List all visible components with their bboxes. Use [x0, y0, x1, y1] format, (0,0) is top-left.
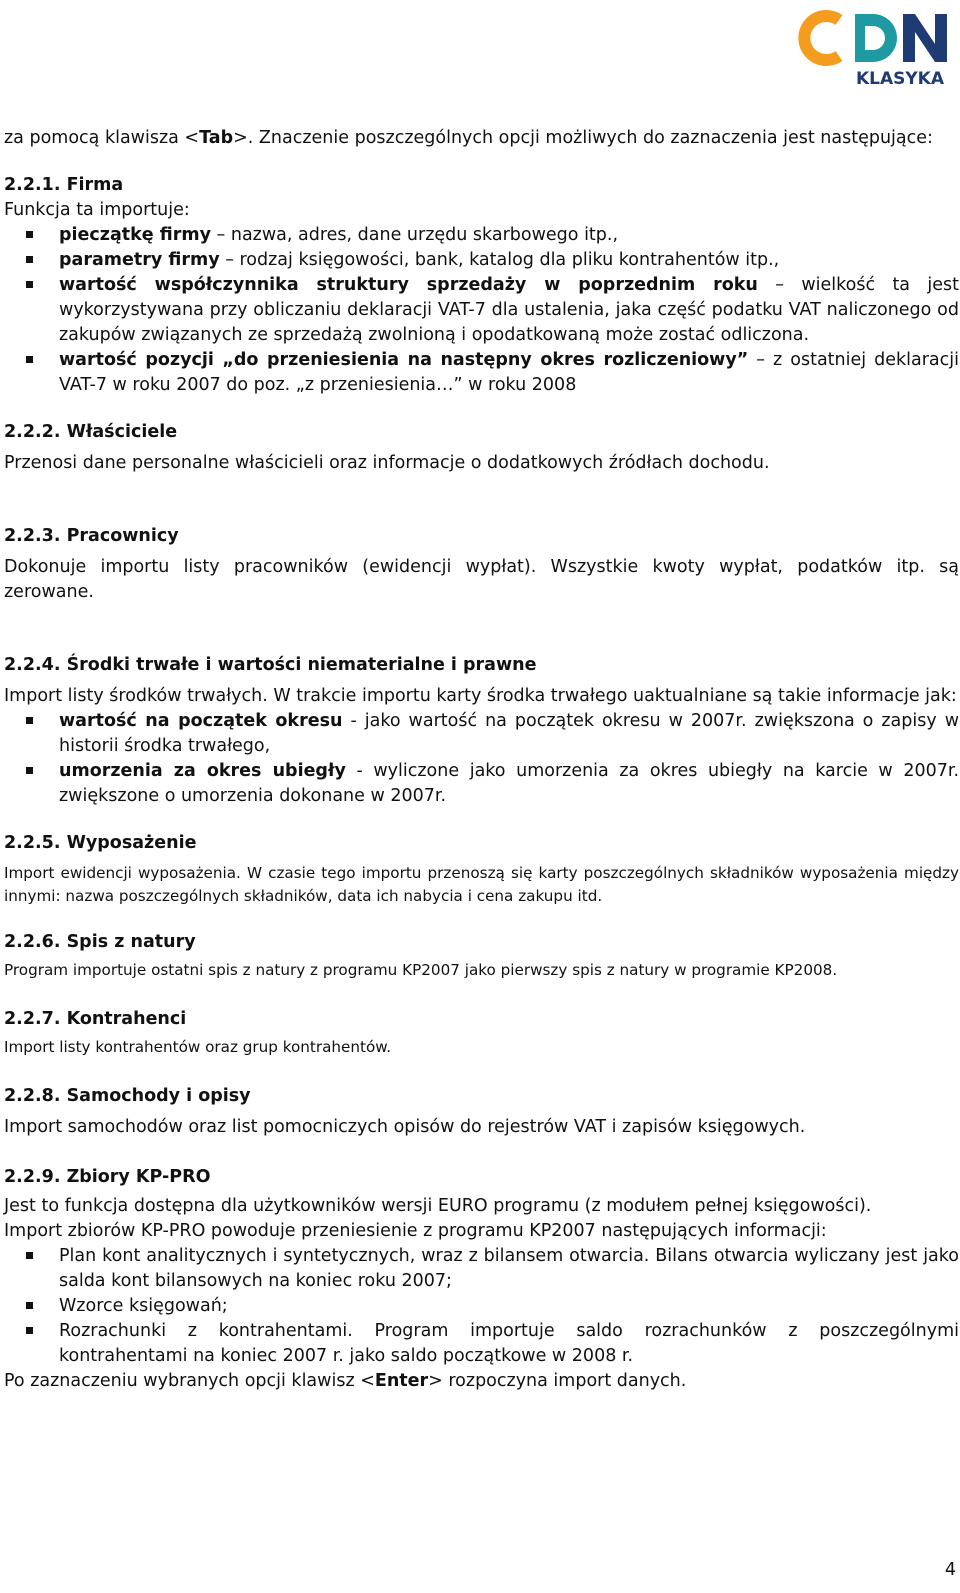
kp-pro-list	[4, 1244, 959, 1369]
cdn-klasyka-logo	[795, 6, 955, 90]
srodki-list	[4, 709, 959, 809]
section-lead: Funkcja ta importuje:	[4, 200, 190, 220]
list-item: umorzenia za okres ubiegły - wyliczone jako umorzenia za okres ubiegły na karcie w 2007r. zwiększone o umorzenia dokonane w 2007r.	[4, 759, 959, 809]
list-item: wartość pozycji „do przeniesienia na następny okres rozliczeniowy” – z ostatniej deklaracji VAT-7 w roku 2007 do poz. „z przeniesienia…” w roku 2008	[4, 348, 959, 398]
list-item: wartość współczynnika struktury sprzedaży w poprzednim roku – wielkość ta jest wykorzystywana przy obliczaniu deklaracji VAT-7 dla ustalenia, jaka część podatku VAT naliczonego od zakupów związanych ze sprzedażą zwolnioną i opodatkowaną może zostać odliczona.	[4, 273, 959, 348]
section-heading-kontrahenci: 2.2.7. Kontrahenci	[4, 1009, 187, 1029]
section-heading-samochody: 2.2.8. Samochody i opisy	[4, 1086, 251, 1106]
section-text: Import listy środków trwałych. W trakcie importu karty środka trwałego uaktualniane są takie informacje jak:	[4, 686, 957, 706]
section-text: Dokonuje importu listy pracowników (ewidencji wypłat). Wszystkie kwoty wypłat, podatków itp. są zerowane.	[4, 557, 959, 602]
section-heading-wyposazenie: 2.2.5. Wyposażenie	[4, 833, 197, 853]
section-text: Import samochodów oraz list pomocniczych opisów do rejestrów VAT i zapisów księgowych.	[4, 1117, 806, 1137]
list-item: Wzorce księgowań;	[4, 1294, 959, 1319]
section-heading-kp-pro: 2.2.9. Zbiory KP-PRO	[4, 1167, 211, 1187]
list-item: pieczątkę firmy – nazwa, adres, dane urzędu skarbowego itp.,	[4, 223, 959, 248]
list-item: parametry firmy – rodzaj księgowości, bank, katalog dla pliku kontrahentów itp.,	[4, 248, 959, 273]
intro-paragraph: za pomocą klawisza <Tab>. Znaczenie poszczególnych opcji możliwych do zaznaczenia jest następujące:	[4, 128, 933, 148]
page-number: 4	[944, 1560, 956, 1580]
section-text: Import zbiorów KP-PRO powoduje przeniesienie z programu KP2007 następujących informacji:	[4, 1221, 827, 1241]
section-heading-srodki-trwale: 2.2.4. Środki trwałe i wartości niematerialne i prawne	[4, 655, 537, 675]
closing-paragraph: Po zaznaczeniu wybranych opcji klawisz <Enter> rozpoczyna import danych.	[4, 1371, 687, 1391]
section-text: Jest to funkcja dostępna dla użytkowników wersji EURO programu (z modułem pełnej księgowości).	[4, 1196, 872, 1216]
section-text: Przenosi dane personalne właścicieli oraz informacje o dodatkowych źródłach dochodu.	[4, 453, 770, 473]
svg-text:KLASYKA: KLASYKA	[855, 69, 945, 89]
list-item: Plan kont analitycznych i syntetycznych, wraz z bilansem otwarcia. Bilans otwarcia wyliczany jest jako salda kont bilansowych na koniec roku 2007;	[4, 1244, 959, 1294]
document-body	[4, 126, 959, 1394]
list-item: Rozrachunki z kontrahentami. Program importuje saldo rozrachunków z poszczególnymi kontrahentami na koniec 2007 r. jako saldo początkowe w 2008 r.	[4, 1319, 959, 1369]
section-heading-wlasciciele: 2.2.2. Właściciele	[4, 422, 178, 442]
section-text: Program importuje ostatni spis z natury z programu KP2007 jako pierwszy spis z natury w programie KP2008.	[4, 961, 838, 979]
section-heading-firma: 2.2.1. Firma	[4, 175, 124, 195]
list-item: wartość na początek okresu - jako wartość na początek okresu w 2007r. zwiększona o zapisy w historii środka trwałego,	[4, 709, 959, 759]
section-heading-pracownicy: 2.2.3. Pracownicy	[4, 526, 179, 546]
section-heading-spis: 2.2.6. Spis z natury	[4, 932, 196, 952]
section-text: Import listy kontrahentów oraz grup kontrahentów.	[4, 1038, 392, 1056]
firma-list	[4, 223, 959, 398]
section-text: Import ewidencji wyposażenia. W czasie tego importu przenoszą się karty poszczególnych składników wyposażenia między innymi: nazwa poszczególnych składników, data ich nabycia i cena zakupu itd.	[4, 864, 959, 905]
